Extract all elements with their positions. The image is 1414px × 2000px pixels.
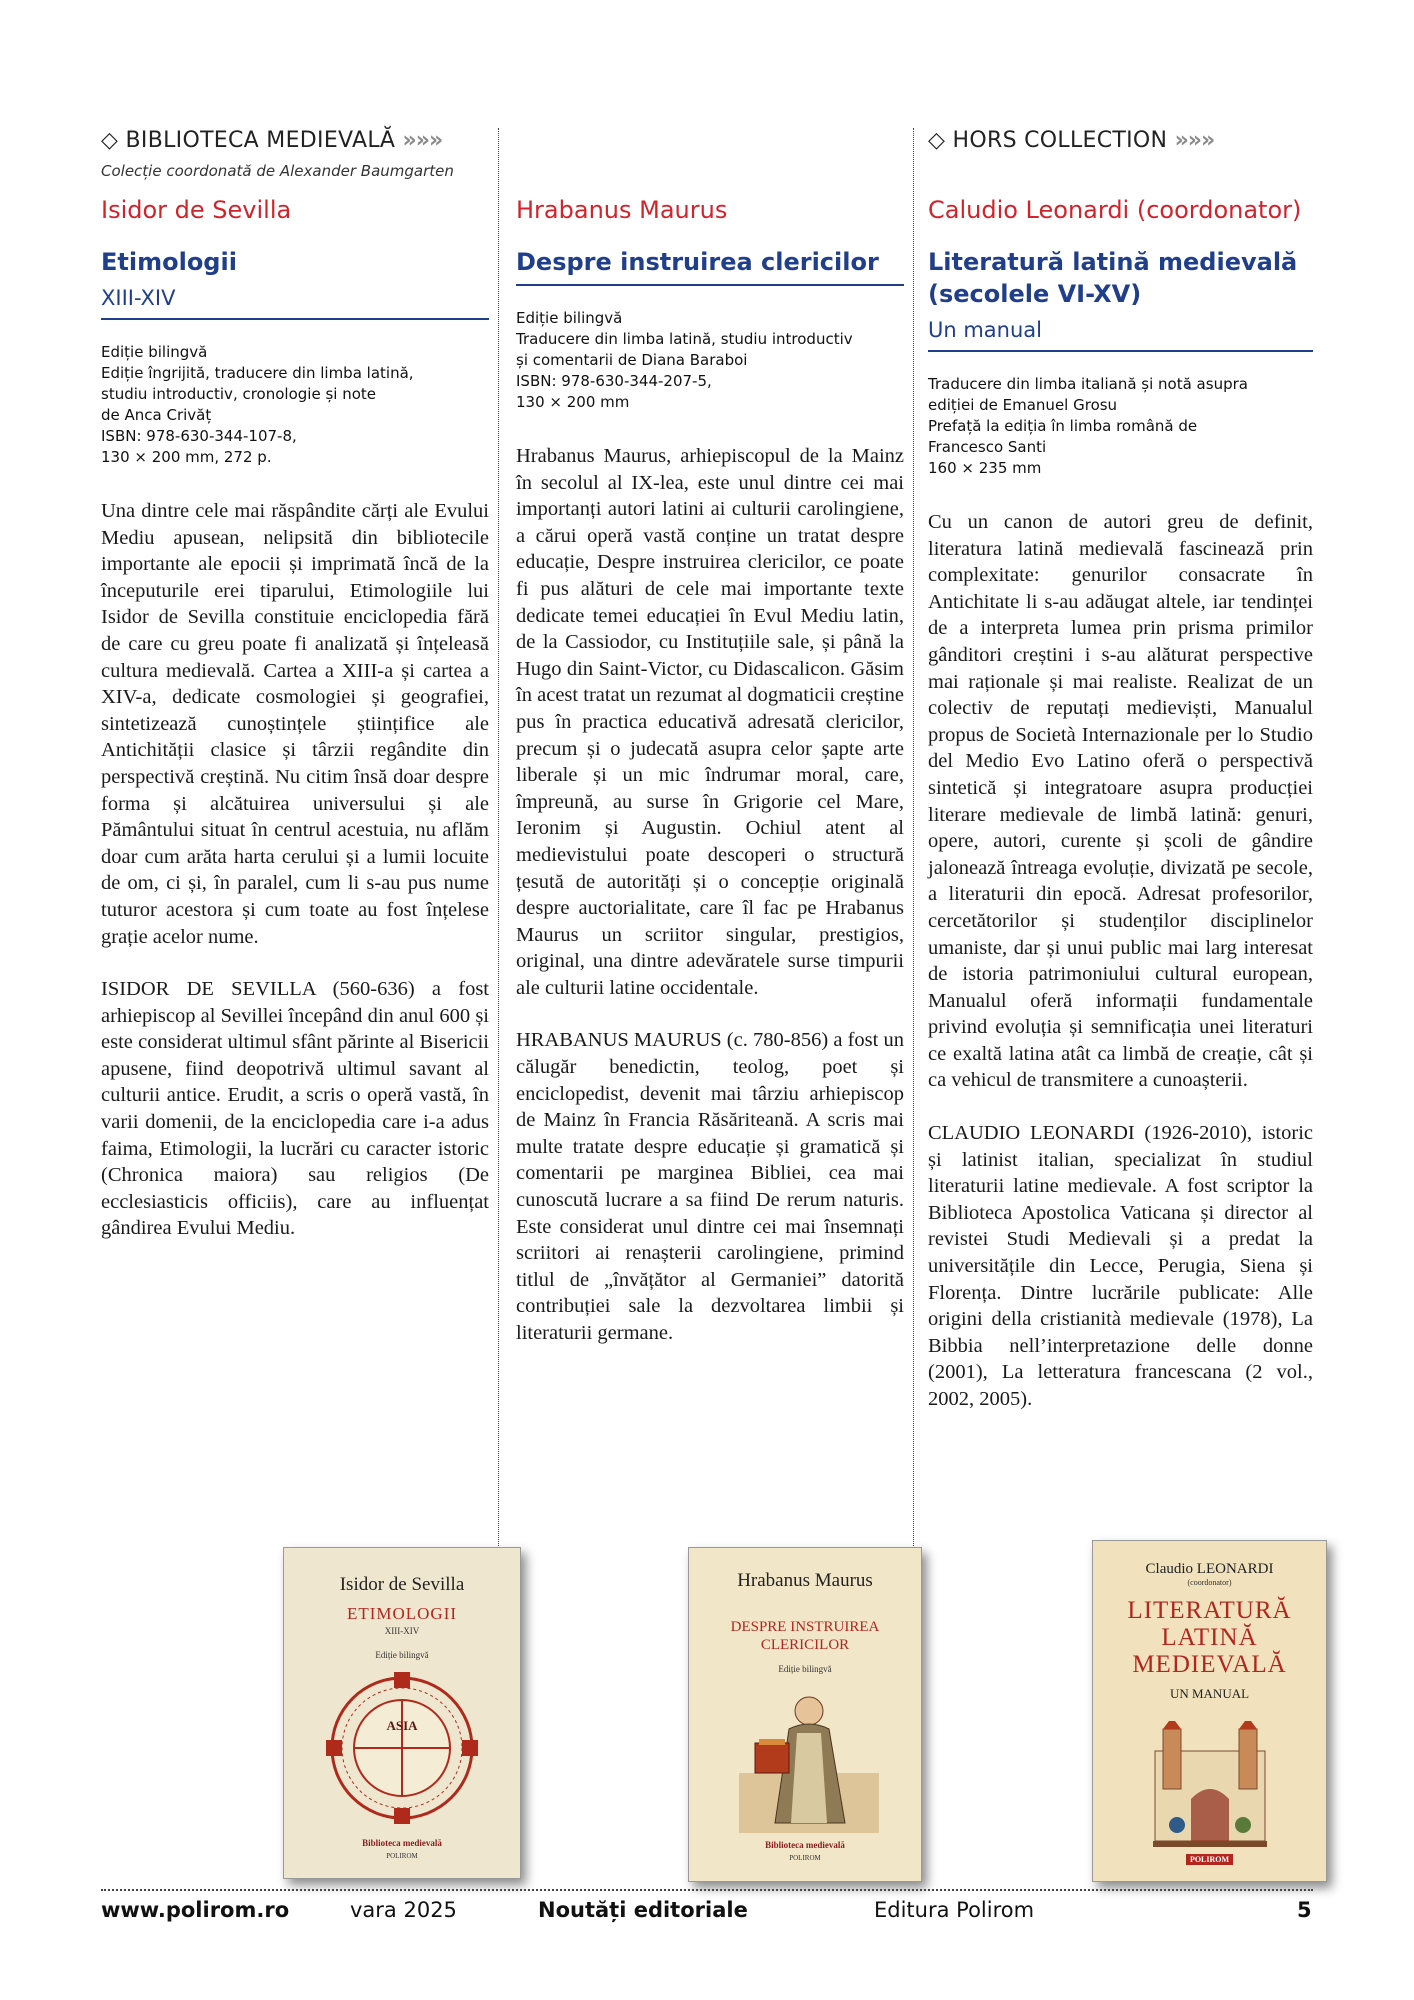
cover-author: Claudio LEONARDI <box>1145 1561 1274 1577</box>
cover-publisher: POLIROM <box>386 1852 418 1860</box>
cover-title: DESPRE INSTRUIREA CLERICILOR <box>730 1619 880 1653</box>
meta-line: Ediție îngrijită, traducere din limba latină, <box>101 364 414 382</box>
book-title: Literatură latină medievală (secolele VI-XV) <box>928 248 1298 308</box>
meta-line: 130 × 200 mm <box>516 393 630 411</box>
cover-subtitle: UN MANUAL <box>1169 1686 1250 1701</box>
cover-series-logo: Biblioteca medievală <box>765 1840 845 1850</box>
diamond-icon: ◇ <box>101 128 119 153</box>
book-cover-literatura-latina[interactable] <box>1092 1540 1327 1882</box>
title-rule <box>928 350 1313 352</box>
cover-edition: Ediție bilingvă <box>375 1650 429 1660</box>
meta-line: Ediție bilingvă <box>101 343 208 361</box>
collection-name: BIBLIOTECA MEDIEVALĂ <box>125 128 396 153</box>
meta-line: Traducere din limba latină, studiu introductiv <box>516 330 853 348</box>
map-label: ASIA <box>386 1718 418 1733</box>
cover-edition: Ediție bilingvă <box>778 1664 832 1674</box>
meta-line: ediției de Emanuel Grosu <box>928 396 1118 414</box>
cover-author: Hrabanus Maurus <box>737 1570 873 1591</box>
cover-title: LITERATURĂ LATINĂ MEDIEVALĂ <box>1127 1597 1292 1678</box>
book-meta <box>101 342 489 468</box>
collection-header <box>928 128 1313 158</box>
collection-header <box>101 128 489 158</box>
book-subtitle: Un manual <box>928 318 1043 342</box>
meta-line: și comentarii de Diana Baraboi <box>516 351 748 369</box>
cover-subtitle: XIII-XIV <box>384 1626 420 1636</box>
cover-series-logo: Biblioteca medievală <box>362 1838 442 1848</box>
book-description <box>101 498 489 1242</box>
meta-line: Francesco Santi <box>928 438 1047 456</box>
book-column-2 <box>516 128 904 1373</box>
page-number: 5 <box>1297 1898 1312 1922</box>
footer-publisher: Editura Polirom <box>874 1898 1035 1922</box>
book-meta <box>516 308 904 413</box>
meta-line: de Anca Crivăț <box>101 406 212 424</box>
meta-line: 130 × 200 mm, 272 p. <box>101 448 272 466</box>
book-description <box>928 509 1313 1413</box>
meta-line: ISBN: 978-630-344-107-8, <box>101 427 297 445</box>
footer-section: Noutăți editoriale <box>538 1898 748 1922</box>
book-meta <box>928 374 1313 479</box>
chevrons-icon: »»» <box>402 128 443 153</box>
gothic-building-illustration <box>1093 1721 1326 1851</box>
meta-line: Prefață la ediția în limba română de <box>928 417 1198 435</box>
description-paragraph: Una dintre cele mai răspândite cărți ale Evului Mediu apusean, nelipsită din bibliotecile importante ale epocii și imprimată încă de la începuturile erei tiparului, Etimologiile lui Isidor de Sevilla constituie enciclopedia fără de care cu greu poate fi analizată și înțeleasă cultura medievală. Cartea a XIII-a și cartea a XIV-a, dedicate cosmologiei și geografiei, sintetizează cunoștințele științifice ale Antichității clasice și târzii regândite din perspectivă creștină. Nu citim însă doar despre forma și alcătuirea universului și ale Pământului situat în centrul acestuia, nu aflăm doar cum arăta harta cerului și a lumii locuite de om, ci și, în paralel, cum li s-au pus nume tuturor acestora și cum toate au fost înțelese grație acelor nume. <box>101 500 489 948</box>
description-paragraph: Cu un canon de autori greu de definit, literatura latină medievală fascinează prin complexitate: genurilor consacrate în Antichitate li s-au adăugat altele, iar tendinței de a interpreta lumea prin prisma primilor gânditori creștini i s-au alăturat perspective mai raționale și mai realiste. Realizat de un colectiv de reputați medieviști, Manualul propus de Società Internazionale per lo Studio del Medio Evo Latino oferă o perspectivă sintetică și integratoare asupra producției literare medievale de limbă latină: genuri, opere, autori, curente și școli de gândire jalonează întreaga evoluție, divizată pe secole, a literaturii din epocă. Adresat profesorilor, cercetătorilor și studenților disciplinelor umaniste, dar și unui public mai larg interesat de istoria patrimoniului cultural european, Manualul oferă informații fundamentale privind evoluția și semnificația unei literaturi ce exaltă latina atât ca limbă de creație, cât și ca vehicul de transmitere a cunoașterii. <box>928 511 1313 1092</box>
book-author: Caludio Leonardi (coordonator) <box>928 196 1302 224</box>
book-author: Isidor de Sevilla <box>101 196 292 224</box>
book-title: Etimologii <box>101 248 237 276</box>
meta-line: 160 × 235 mm <box>928 459 1042 477</box>
meta-line: studiu introductiv, cronologie și note <box>101 385 376 403</box>
meta-line: Traducere din limba italiană și notă asupra <box>928 375 1248 393</box>
author-bio-paragraph: HRABANUS MAURUS (c. 780-856) a fost un călugăr benedictin, teolog, poet și enciclopedist, devenit mai târziu arhiepiscop de Mainz în Francia Răsăriteană. A scris mai multe tratate despre educație și gramatică și comentarii pe marginea Bibliei, cea mai cunoscută lucrare a sa fiind De rerum naturis. Este considerat unul dintre cei mai însemnați scriitori ai renașterii carolingiene, primind titlul de „învățător al Germaniei” datorită contribuției sale la dezvoltarea limbii și literaturii germane. <box>516 1029 904 1344</box>
footer-season: vara 2025 <box>350 1898 457 1922</box>
description-paragraph: Hrabanus Maurus, arhiepiscopul de la Mainz în secolul al IX-lea, este unul dintre cei mai importanți autori latini ai culturii carolingiene, a cărui operă vastă conține un tratat despre educație, Despre instruirea clericilor, ce poate fi pus alături de cele mai importante texte dedicate temei educației în Evul Mediu latin, de la Cassiodor, cu Instituțiile sale, și până la Hugo din Saint-Victor, cu Didascalicon. Găsim în acest tratat un rezumat al dogmaticii creștine pus în practica educativă adresată clericilor, precum și o judecată asupra celor șapte arte liberale și un mic îndrumar moral, care, împreună, au surse în Grigorie cel Mare, Ieronim și Augustin. Ochiul atent al medievistului poate descoperi o structură țesută de autorități și o concepție originală despre auctorialitate, care îl fac pe Hrabanus Maurus un scriitor singular, prestigios, original, una dintre adevăratele surse timpurii ale culturii latine occidentale. <box>516 445 904 999</box>
cover-publisher: POLIROM <box>1186 1854 1233 1865</box>
title-rule <box>516 284 904 286</box>
cover-title: ETIMOLOGII <box>346 1604 458 1623</box>
cover-author: Isidor de Sevilla <box>339 1574 465 1595</box>
meta-line: ISBN: 978-630-344-207-5, <box>516 372 712 390</box>
book-description <box>516 443 904 1347</box>
book-column-3 <box>928 128 1313 1439</box>
monk-illustration <box>689 1673 921 1833</box>
meta-line: Ediție bilingvă <box>516 309 623 327</box>
collection-coordinator: Colecție coordonată de Alexander Baumgarten <box>101 162 454 180</box>
cover-publisher: POLIROM <box>789 1854 821 1862</box>
footer-divider <box>101 1889 1313 1891</box>
book-author: Hrabanus Maurus <box>516 196 728 224</box>
author-bio-paragraph: CLAUDIO LEONARDI (1926-2010), istoric și latinist italian, specializat în studiul literaturii latine medievale. A fost scriptor la Biblioteca Apostolica Vaticana și director al revistei Studi Medievali și a predat la universitățile din Lecce, Perugia, Siena și Florența. Dintre lucrările publicate: Alle origini della cristianità medievale (1978), La Bibbia nell’interpretazione delle donne (2001), La letteratura francescana (2 vol., 2002, 2005). <box>928 1122 1313 1410</box>
book-subtitle: XIII-XIV <box>101 286 176 310</box>
book-cover-etimologii[interactable] <box>283 1547 521 1879</box>
author-bio-paragraph: ISIDOR DE SEVILLA (560-636) a fost arhiepiscop al Sevillei începând din anul 600 și este considerat ultimul sfânt părinte al Bisericii apusene, fiind deopotrivă ultimul savant al culturii antice. Erudit, a scris o operă vastă, în varii domenii, de la enciclopedia care i-a adus faima, Etimologii, la lucrări cu caracter istoric (Chronica maiora) sau religios (De ecclesiasticis officiis), care au influențat gândirea Evului Mediu. <box>101 978 489 1240</box>
title-rule <box>101 318 489 320</box>
chevrons-icon: »»» <box>1174 128 1215 153</box>
collection-name: HORS COLLECTION <box>952 128 1168 153</box>
cover-author-note: (coordonator) <box>1187 1578 1232 1587</box>
diamond-icon: ◇ <box>928 128 946 153</box>
book-cover-despre-instruirea[interactable] <box>688 1547 922 1882</box>
tO-map-illustration <box>284 1668 520 1828</box>
book-column-1 <box>101 128 489 1268</box>
book-title: Despre instruirea clericilor <box>516 248 879 276</box>
footer-website-link[interactable]: www.polirom.ro <box>101 1898 290 1922</box>
